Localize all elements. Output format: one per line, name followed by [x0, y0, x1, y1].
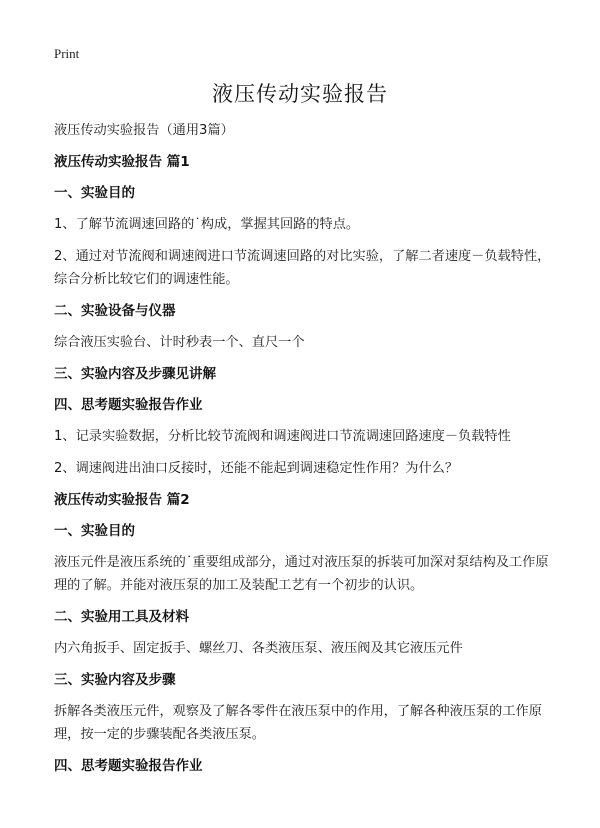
part1-section3-heading: 三、实验内容及步骤见讲解	[54, 366, 216, 382]
part2-section1-paragraph1: 液压元件是液压系统的˙重要组成部分，通过对液压泵的拆装可加深对泵结构及工作原理的了解。并能对液压泵的加工及装配工艺有一个初步的认识。	[54, 555, 549, 593]
part2-section2-paragraph1: 内六角扳手、固定扳手、螺丝刀、各类液压泵、液压阀及其它液压元件	[54, 641, 463, 656]
part1-section1-heading: 一、实验目的	[54, 185, 135, 201]
part1-heading: 液压传动实验报告 篇1	[54, 154, 190, 170]
part1-section4-paragraph1: 1、记录实验数据，分析比较节流阀和调速阀进口节流调速回路速度－负载特性	[54, 429, 511, 444]
part2-section2-heading: 二、实验用工具及材料	[54, 609, 189, 625]
part2-heading: 液压传动实验报告 篇2	[54, 492, 190, 508]
part1-section4-heading: 四、思考题实验报告作业	[54, 397, 203, 413]
document-body	[54, 119, 554, 777]
part2-section1-heading: 一、实验目的	[54, 523, 135, 539]
part2-section3-paragraph1: 拆解各类液压元件，观察及了解各零件在液压泵中的作用，了解各种液压泵的工作原理，按一定的步骤装配各类液压泵。	[54, 704, 542, 742]
part1-section4-paragraph2: 2、调速阀进出油口反接时，还能不能起到调速稳定性作用？为什么？	[54, 461, 459, 476]
part1-section2-paragraph1: 综合液压实验台、计时秒表一个、直尺一个	[54, 335, 305, 350]
part1-section1-paragraph1: 1、了解节流调速回路的˙构成，掌握其回路的特点。	[54, 217, 360, 232]
print-label: Print	[54, 46, 80, 61]
part2-section4-heading: 四、思考题实验报告作业	[54, 758, 203, 774]
page-title: 液压传动实验报告	[212, 82, 388, 106]
part1-section1-paragraph2: 2、通过对节流阀和调速阀进口节流调速回路的对比实验，了解二者速度－负载特性，综合分析比较它们的调速性能。	[54, 249, 551, 287]
part2-section3-heading: 三、实验内容及步骤	[54, 672, 176, 688]
part1-section2-heading: 二、实验设备与仪器	[54, 303, 176, 319]
document-subtitle: 液压传动实验报告（通用3篇）	[54, 123, 234, 138]
